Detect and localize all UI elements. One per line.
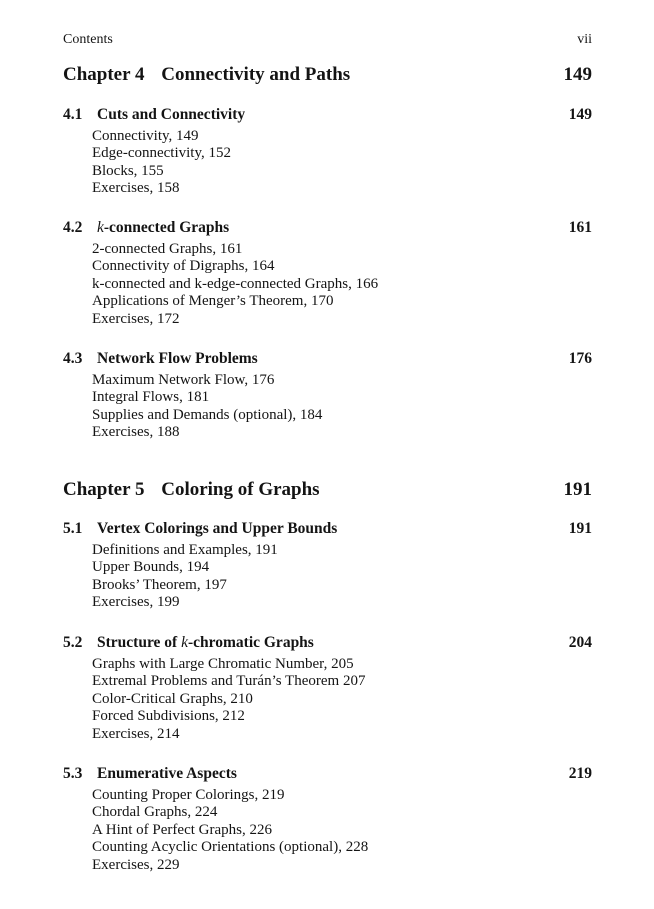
section-title: Cuts and Connectivity [97, 106, 246, 123]
section-title-k: k [181, 634, 188, 651]
header-left: Contents [63, 32, 113, 47]
header-page-number: vii [577, 32, 592, 47]
toc-item: Exercises, 158 [92, 180, 180, 197]
section-items [92, 656, 592, 743]
toc-item: Maximum Network Flow, 176 [92, 372, 275, 388]
toc-section [63, 634, 592, 743]
section-number: 4.3 [63, 350, 83, 367]
section-page: 204 [568, 634, 592, 651]
running-header [63, 32, 592, 48]
toc-item: 2-connected Graphs, 161 [92, 241, 243, 257]
section-title: Enumerative Aspects [97, 765, 237, 782]
toc-item: Upper Bounds, 194 [92, 559, 210, 576]
chapter-label: Chapter 4 [63, 64, 145, 85]
toc-item: Integral Flows, 181 [92, 389, 210, 406]
toc-item: k-connected and k-edge-connected Graphs, 166 [92, 275, 379, 292]
section-heading [63, 634, 592, 654]
toc-item: Definitions and Examples, 191 [92, 542, 278, 558]
toc-item: Graphs with Large Chromatic Number, 205 [92, 656, 354, 672]
section-page: 176 [568, 350, 592, 367]
toc-item: Exercises, 214 [92, 725, 180, 742]
toc-item: Color-Critical Graphs, 210 [92, 690, 253, 707]
toc-item: Connectivity of Digraphs, 164 [92, 258, 275, 275]
chapter-page: 149 [563, 64, 592, 85]
toc-item: Extremal Problems and Turán’s Theorem 207 [92, 673, 366, 690]
section-title: -connected Graphs [103, 219, 230, 236]
section-number: 4.1 [63, 106, 83, 123]
toc-item: Exercises, 199 [92, 594, 180, 611]
section-number: 4.2 [63, 219, 83, 236]
chapter-heading [63, 479, 592, 501]
section-items [92, 372, 592, 442]
chapter-heading [63, 64, 592, 86]
section-title-pre: Structure of [97, 634, 182, 651]
toc-item: Exercises, 172 [92, 310, 180, 327]
chapter-page: 191 [563, 479, 592, 500]
chapter-label: Chapter 5 [63, 479, 145, 500]
section-title: -chromatic Graphs [187, 634, 314, 651]
section-items [92, 787, 592, 874]
toc-item: Counting Acyclic Orientations (optional), 228 [92, 839, 369, 856]
toc-item: A Hint of Perfect Graphs, 226 [92, 821, 272, 838]
toc-item: Forced Subdivisions, 212 [92, 708, 245, 725]
toc-item: Exercises, 229 [92, 856, 180, 873]
toc-section [63, 765, 592, 874]
section-page: 149 [568, 106, 592, 123]
toc-item: Exercises, 188 [92, 424, 180, 441]
section-title: Vertex Colorings and Upper Bounds [97, 520, 338, 537]
chapter-title: Connectivity and Paths [161, 64, 351, 85]
section-heading [63, 106, 592, 126]
section-items [92, 241, 592, 328]
toc-item: Brooks’ Theorem, 197 [92, 576, 227, 593]
section-page: 161 [568, 219, 592, 236]
toc-section [63, 106, 592, 198]
section-title: Network Flow Problems [97, 350, 258, 367]
toc-section [63, 219, 592, 328]
section-number: 5.2 [63, 634, 83, 651]
section-heading [63, 765, 592, 785]
toc-item: Supplies and Demands (optional), 184 [92, 406, 323, 423]
toc-item: Counting Proper Colorings, 219 [92, 787, 285, 803]
section-heading [63, 520, 592, 540]
toc-section [63, 350, 592, 442]
toc-section [63, 520, 592, 612]
toc-item: Chordal Graphs, 224 [92, 804, 218, 821]
section-heading [63, 219, 592, 239]
chapter-title: Coloring of Graphs [161, 479, 320, 500]
toc-item: Applications of Menger’s Theorem, 170 [92, 293, 334, 310]
section-heading [63, 350, 592, 370]
section-items [92, 128, 592, 198]
section-page: 219 [568, 765, 592, 782]
section-number: 5.3 [63, 765, 83, 782]
section-title-k: k [97, 219, 104, 236]
section-page: 191 [568, 520, 592, 537]
toc-item: Edge-connectivity, 152 [92, 145, 231, 162]
toc-item: Connectivity, 149 [92, 128, 199, 144]
section-items [92, 542, 592, 612]
section-number: 5.1 [63, 520, 83, 537]
toc-item: Blocks, 155 [92, 162, 164, 179]
